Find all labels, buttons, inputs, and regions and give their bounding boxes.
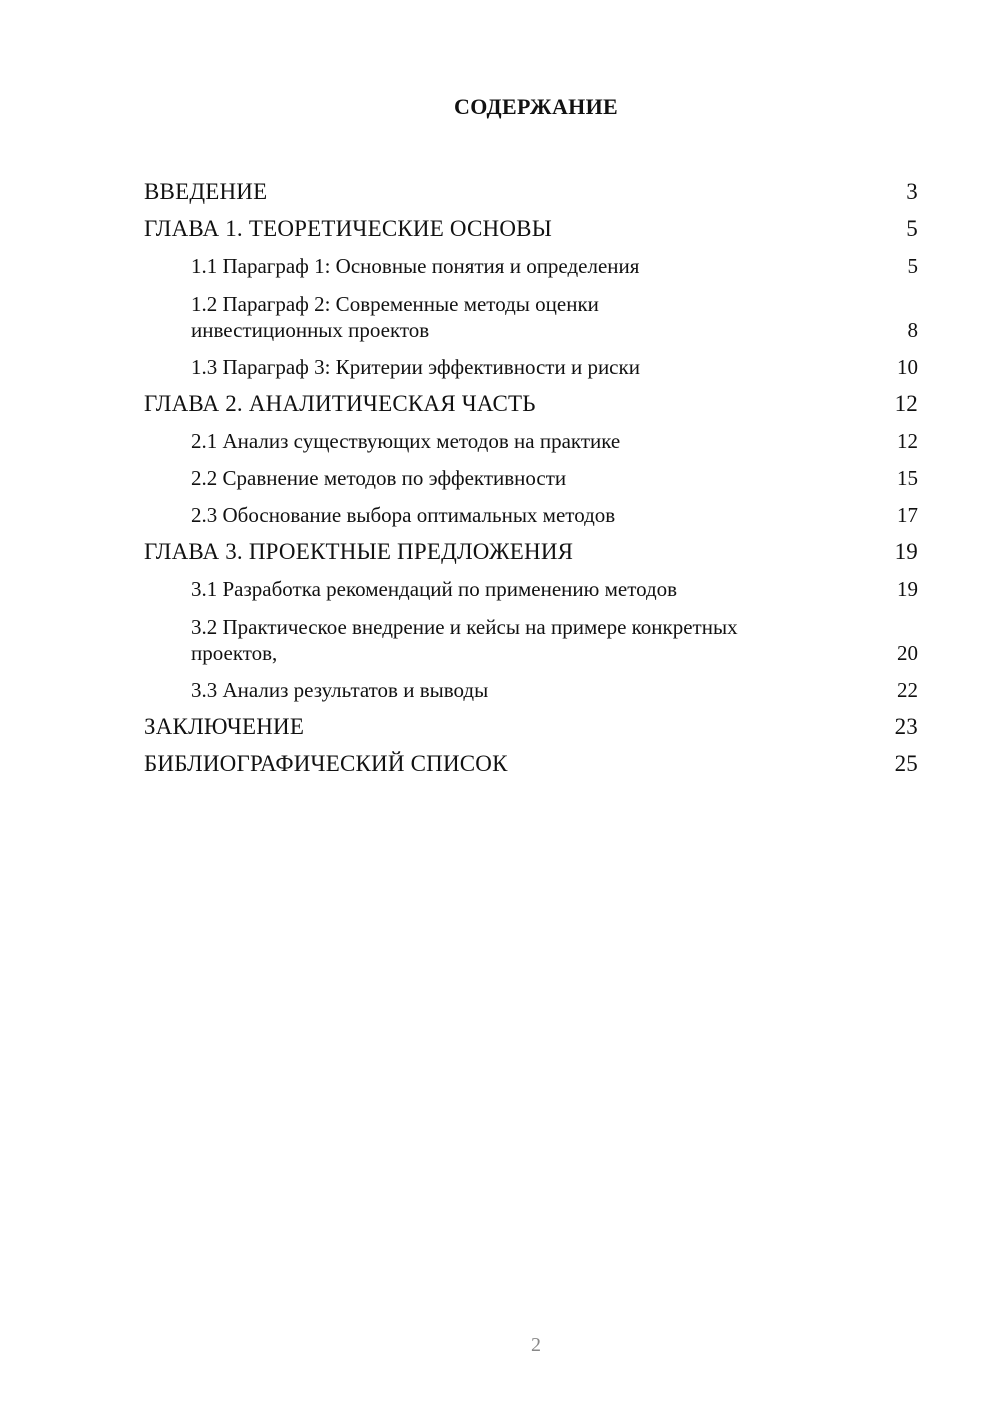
toc-entry-section-1-1[interactable]: [144, 242, 918, 279]
toc-entry-page: 5: [907, 254, 918, 278]
page-number: 2: [531, 1334, 541, 1356]
toc-entry-label: 1.2 Параграф 2: Современные методы оценки инвестиционных проектов: [191, 292, 599, 342]
toc-entry-section-3-2[interactable]: [144, 602, 918, 666]
table-of-contents: [144, 168, 918, 777]
toc-entry-label: 3.3 Анализ результатов и выводы: [191, 678, 489, 702]
toc-entry-section-3-1[interactable]: [144, 565, 918, 602]
toc-entry-page: 19: [897, 577, 918, 601]
toc-entry-label: 1.3 Параграф 3: Критерии эффективности и риски: [191, 355, 640, 379]
toc-entry-label: 2.2 Сравнение методов по эффективности: [191, 466, 567, 490]
toc-entry-page: 25: [894, 751, 918, 776]
toc-entry-label: ЗАКЛЮЧЕНИЕ: [144, 714, 305, 739]
toc-entry-label: ГЛАВА 2. АНАЛИТИЧЕСКАЯ ЧАСТЬ: [144, 391, 536, 416]
toc-entry-label: ГЛАВА 1. ТЕОРЕТИЧЕСКИЕ ОСНОВЫ: [144, 216, 552, 241]
toc-entry-label: 3.2 Практическое внедрение и кейсы на примере конкретных проектов,: [191, 615, 738, 665]
toc-entry-chapter-1[interactable]: [144, 205, 918, 242]
toc-entry-section-2-3[interactable]: [144, 491, 918, 528]
toc-entry-section-2-1[interactable]: [144, 417, 918, 454]
toc-entry-label: 3.1 Разработка рекомендаций по применению методов: [191, 577, 678, 601]
toc-entry-label: 1.1 Параграф 1: Основные понятия и определения: [191, 254, 640, 278]
toc-entry-page: 15: [897, 466, 918, 490]
toc-entry-page: 23: [894, 714, 918, 739]
toc-entry-page: 17: [897, 503, 918, 527]
toc-entry-chapter-2[interactable]: [144, 380, 918, 417]
toc-entry-conclusion[interactable]: [144, 703, 918, 740]
toc-entry-page: 20: [897, 641, 918, 665]
toc-entry-label: 2.3 Обоснование выбора оптимальных методов: [191, 503, 616, 527]
toc-entry-introduction[interactable]: [144, 168, 918, 205]
toc-entry-label: ВВЕДЕНИЕ: [144, 179, 268, 204]
toc-entry-page: 12: [894, 391, 918, 416]
toc-entry-label: БИБЛИОГРАФИЧЕСКИЙ СПИСОК: [144, 751, 508, 776]
toc-entry-page: 5: [906, 216, 918, 241]
toc-entry-label: 2.1 Анализ существующих методов на практике: [191, 429, 621, 453]
toc-entry-bibliography[interactable]: [144, 740, 918, 777]
toc-entry-page: 19: [894, 539, 918, 564]
page-title: СОДЕРЖАНИЕ: [454, 94, 618, 119]
toc-entry-section-2-2[interactable]: [144, 454, 918, 491]
toc-entry-section-3-3[interactable]: [144, 666, 918, 703]
toc-entry-page: 3: [906, 179, 918, 204]
toc-entry-label: ГЛАВА 3. ПРОЕКТНЫЕ ПРЕДЛОЖЕНИЯ: [144, 539, 574, 564]
toc-entry-page: 12: [897, 429, 918, 453]
toc-entry-page: 8: [907, 318, 918, 342]
toc-entry-section-1-2[interactable]: [144, 279, 918, 343]
toc-entry-chapter-3[interactable]: [144, 528, 918, 565]
toc-entry-section-1-3[interactable]: [144, 343, 918, 380]
toc-entry-page: 10: [897, 355, 918, 379]
toc-entry-page: 22: [897, 678, 918, 702]
